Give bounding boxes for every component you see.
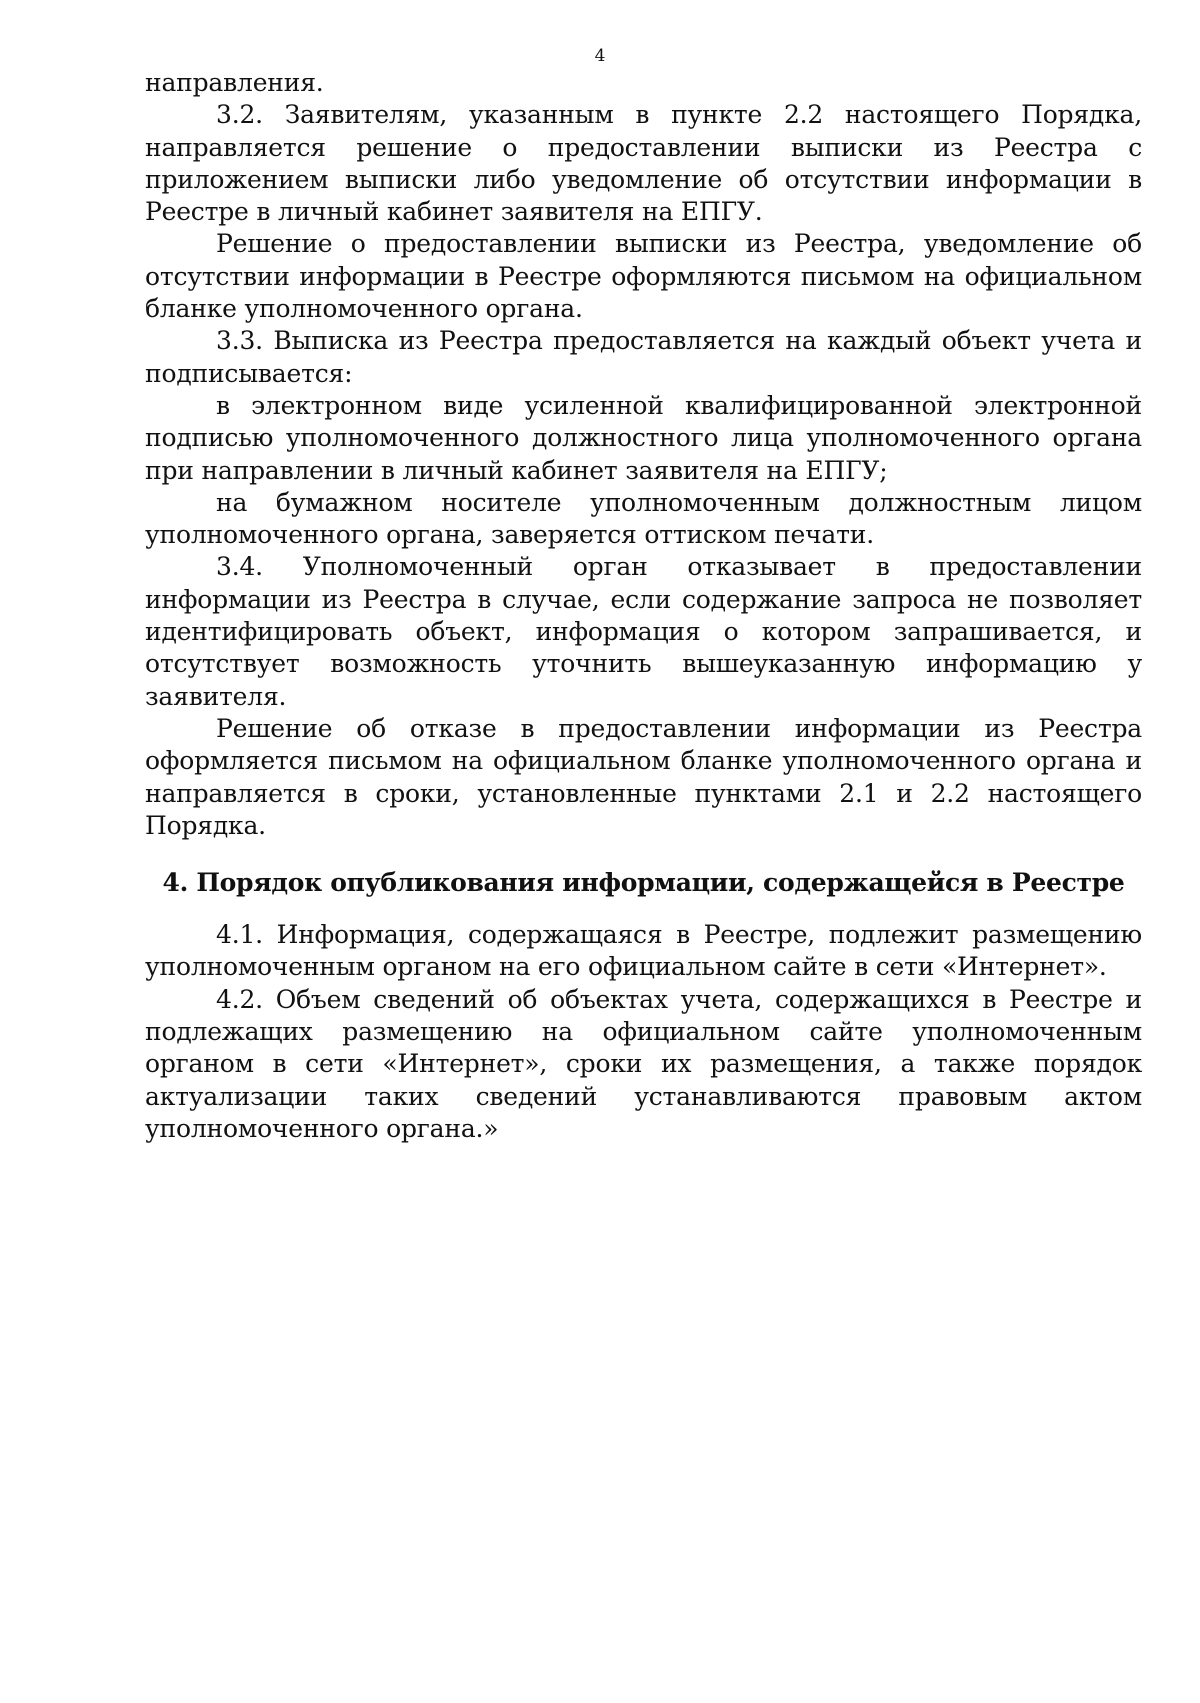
paragraph-3-2-decision: Решение о предоставлении выписки из Реестра, уведомление об отсутствии информации в Реестре оформляются письмом на официальном бланке уполномоченного органа. (145, 229, 1142, 324)
paragraph-3-4-refusal: Решение об отказе в предоставлении информации из Реестра оформляется письмом на официальном бланке уполномоченного органа и направляется в сроки, установленные пунктами 2.1 и 2.2 настоящего Порядка. (145, 713, 1142, 840)
paragraph-3-3-paper: на бумажном носителе уполномоченным должностным лицом уполномоченного органа, заверяется оттиском печати. (145, 487, 1142, 550)
document-body (145, 67, 1142, 1145)
paragraph-3-3: 3.3. Выписка из Реестра предоставляется на каждый объект учета и подписывается: (145, 326, 1142, 388)
section-heading: 4. Порядок опубликования информации, содержащейся в Реестре (162, 868, 1125, 898)
paragraph-3-3-electronic: в электронном виде усиленной квалифицированной электронной подписью уполномоченного должностного лица уполномоченного органа при направлении в личный кабинет заявителя на ЕПГУ; (145, 390, 1142, 485)
paragraph-4-1: 4.1. Информация, содержащаяся в Реестре, подлежит размещению уполномоченным органом на его официальном сайте в сети «Интернет». (145, 920, 1142, 982)
page-number: 4 (594, 46, 606, 66)
paragraph-3-2: 3.2. Заявителям, указанным в пункте 2.2 настоящего Порядка, направляется решение о предоставлении выписки из Реестра с приложением выписки либо уведомление об отсутствии информации в Реестре в личный кабинет заявителя на ЕПГУ. (145, 100, 1142, 227)
paragraph-continuation: направления. (145, 68, 324, 97)
paragraph-4-2: 4.2. Объем сведений об объектах учета, содержащихся в Реестре и подлежащих размещению на официальном сайте уполномоченным органом в сети «Интернет», сроки их размещения, а также порядок актуализации таких сведений устанавливаются правовым актом уполномоченного органа.» (145, 984, 1142, 1143)
paragraph-3-4: 3.4. Уполномоченный орган отказывает в предоставлении информации из Реестра в случае, если содержание запроса не позволяет идентифицировать объект, информация о котором запрашивается, и отсутствует возможность уточнить вышеуказанную информацию у заявителя. (145, 552, 1142, 711)
